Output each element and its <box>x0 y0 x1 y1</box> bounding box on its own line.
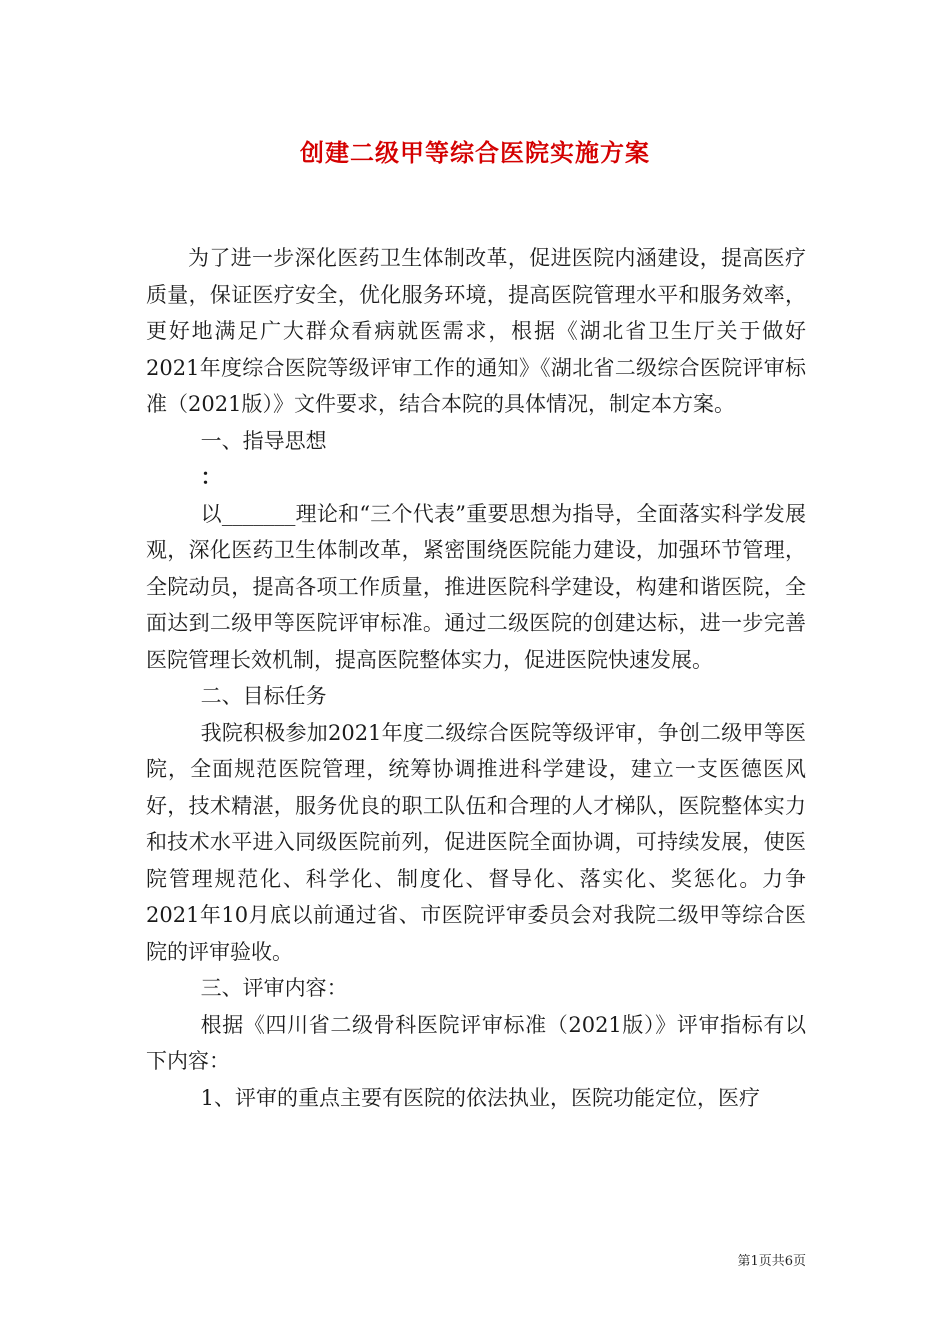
guiding-ideology-paragraph: 以_______理论和“三个代表”重要思想为指导，全面落实科学发展观，深化医药卫生体制改革，紧密围绕医院能力建设，加强环节管理，全院动员，提高各项工作质量，推进医院科学建设，构建和谐医院，全面达到二级甲等医院评审标准。通过二级医院的创建达标，进一步完善医院管理长效机制，提高医院整体实力，促进医院快速发展。 <box>146 501 806 672</box>
review-basis-paragraph: 根据《四川省二级骨科医院评审标准（2021版）》评审指标有以下内容： <box>146 1012 806 1073</box>
section-heading-goals: 二、目标任务 <box>200 684 327 708</box>
intro-paragraph: 为了进一步深化医药卫生体制改革，促进医院内涵建设，提高医疗质量，保证医疗安全，优化服务环境，提高医院管理水平和服务效率，更好地满足广大群众看病就医需求，根据《湖北省卫生厅关于做好2021年度综合医院等级评审工作的通知》《湖北省二级综合医院评审标准（2021版）》文件要求，结合本院的具体情况，制定本方案。 <box>146 246 806 416</box>
section-heading-review-content: 三、评审内容： <box>200 976 348 1000</box>
document-body <box>146 240 806 1116</box>
section-heading-colon: ： <box>200 464 222 489</box>
page-title: 创建二级甲等综合医院实施方案 <box>300 138 650 167</box>
section-heading-guiding-ideology: 一、指导思想 <box>200 428 327 453</box>
goals-paragraph: 我院积极参加2021年度二级综合医院等级评审，争创二级甲等医院，全面规范医院管理，统筹协调推进科学建设，建立一支医德医风好，技术精湛，服务优良的职工队伍和合理的人才梯队，医院整体实力和技术水平进入同级医院前列，促进医院全面协调，可持续发展，使医院管理规范化、科学化、制度化、督导化、落实化、奖惩化。力争2021年10月底以前通过省、市医院评审委员会对我院二级甲等综合医院的评审验收。 <box>146 720 806 964</box>
page-number-footer: 第1页共6页 <box>737 1254 806 1269</box>
review-item-1: 1、评审的重点主要有医院的依法执业，医院功能定位，医疗 <box>200 1085 760 1110</box>
